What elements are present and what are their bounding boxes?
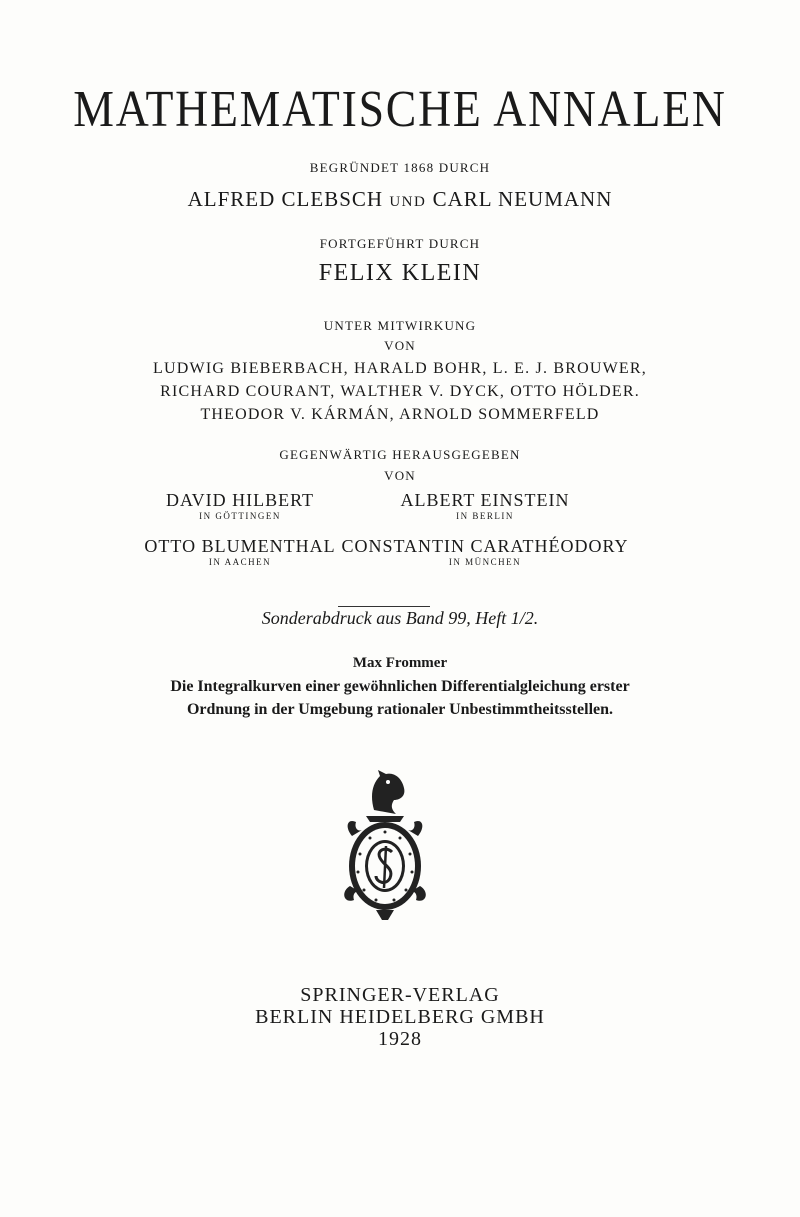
cooperation-label: UNTER MITWIRKUNG	[323, 318, 477, 333]
editor-city: IN AACHEN	[208, 557, 272, 567]
editor-city: IN MÜNCHEN	[448, 557, 522, 567]
editor-name: OTTO BLUMENTHAL	[144, 536, 336, 556]
founder-clebsch: ALFRED CLEBSCH	[187, 187, 384, 211]
editor-name: DAVID HILBERT	[165, 490, 315, 510]
editor-city: IN BERLIN	[456, 511, 514, 521]
editor-name: CONSTANTIN CARATHÉODORY	[341, 536, 629, 556]
publisher-name: SPRINGER-VERLAG	[300, 984, 500, 1006]
editor-name: ALBERT EINSTEIN	[400, 490, 570, 510]
contributors-line-3: THEODOR V. KÁRMÁN, ARNOLD SOMMERFELD	[200, 406, 600, 423]
continuer-name: FELIX KLEIN	[318, 260, 482, 286]
paper-title-line-2: Ordnung in der Umgebung rationaler Unbestimmtheitsstellen.	[186, 701, 614, 718]
contributors-line-2: RICHARD COURANT, WALTHER V. DYCK, OTTO HÖLDER.	[160, 383, 640, 400]
founder-neumann: CARL NEUMANN	[432, 187, 613, 211]
founders-und: UND	[389, 194, 427, 210]
editor-einstein	[335, 490, 635, 521]
editor-city: IN GÖTTINGEN	[199, 511, 281, 521]
continued-label: FORTGEFÜHRT DURCH	[319, 236, 481, 251]
paper-title-line-1: Die Integralkurven einer gewöhnlichen Differentialgleichung erster	[170, 678, 630, 695]
springer-knight-logo	[330, 766, 440, 926]
editors-von: VON	[384, 468, 416, 483]
editor-caratheodory	[335, 536, 635, 567]
cooperation-von: VON	[384, 338, 416, 353]
separator-rule	[338, 606, 430, 607]
publisher-place: BERLIN HEIDELBERG GMBH	[255, 1006, 545, 1028]
publication-year: 1928	[378, 1028, 422, 1050]
contributors-line-1: LUDWIG BIEBERBACH, HARALD BOHR, L. E. J. BROUWER,	[153, 360, 647, 377]
editors-label: GEGENWÄRTIG HERAUSGEGEBEN	[279, 447, 521, 462]
founded-label: BEGRÜNDET 1868 DURCH	[309, 160, 491, 175]
journal-title: MATHEMATISCHE ANNALEN	[73, 81, 727, 138]
author-name: Max Frommer	[352, 655, 448, 671]
founders	[0, 187, 800, 212]
offprint-line: Sonderabdruck aus Band 99, Heft 1/2.	[261, 608, 539, 628]
